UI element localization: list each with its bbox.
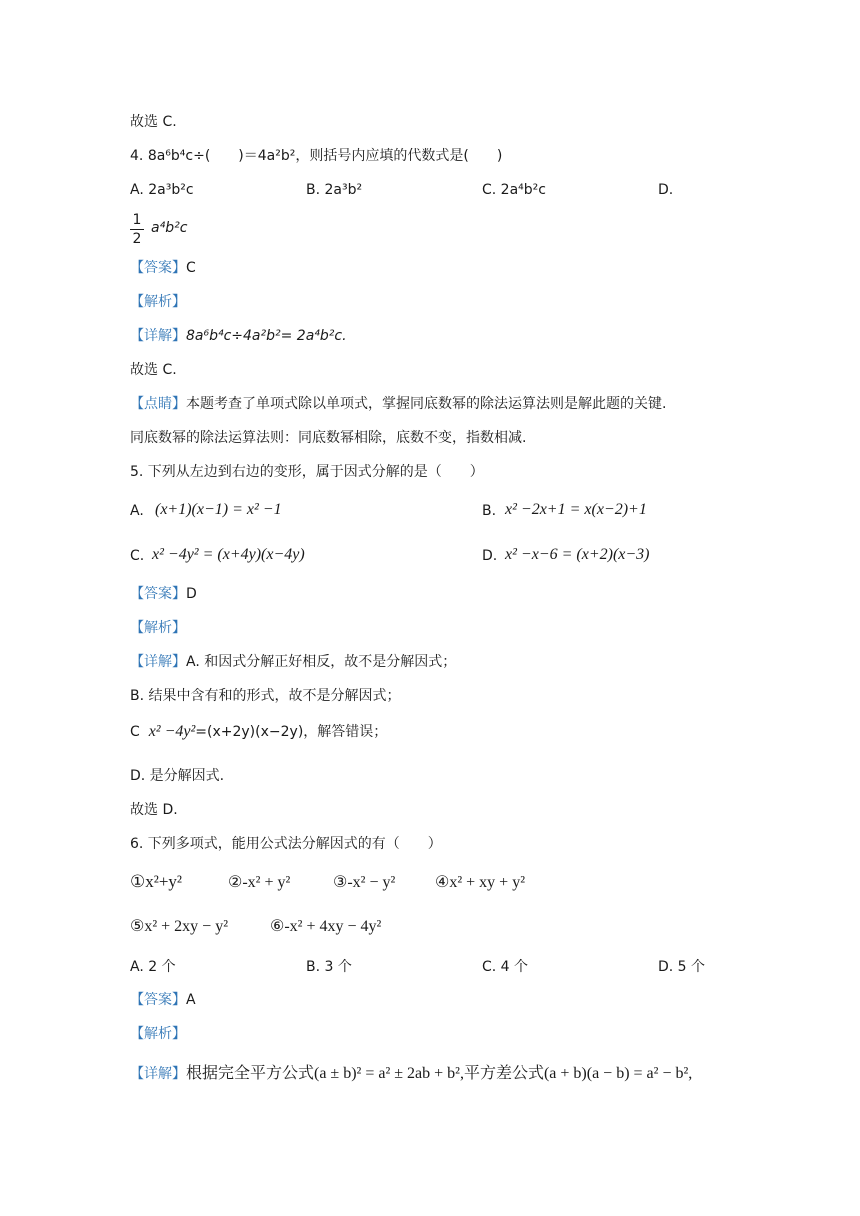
q6-item-1: ①x²+y² — [130, 872, 183, 891]
q6-item-4: ④x² + xy + y² — [435, 874, 525, 891]
q6-analysis-label: 【解析】 — [130, 1026, 186, 1042]
detail-text: =(x+2y)(x−2y)，解答错误； — [195, 724, 388, 740]
q6-option-c: C. 4 个 — [482, 959, 529, 975]
question-4-expr: 8a⁶b⁴c÷( )＝4a²b²，则括号内应填的代数式是( ) — [147, 148, 503, 164]
answer-value: C — [186, 260, 196, 276]
detail-label: 【详解】 — [130, 328, 186, 344]
question-6: 6. 下列多项式，能用公式法分解因式的有（ ） — [130, 836, 442, 852]
answer-label: 【答案】 — [130, 586, 186, 602]
q4-answer — [130, 258, 196, 278]
q5-choose: 故选 D. — [130, 802, 178, 818]
q6-detail — [130, 1064, 692, 1084]
fraction-bar — [130, 229, 144, 230]
q5-option-b-label: B. — [482, 503, 497, 519]
q4-option-b: B. 2a³b² — [306, 182, 363, 198]
q5-analysis-label: 【解析】 — [130, 620, 186, 636]
q4-choose: 故选 C. — [130, 362, 177, 378]
q6-answer — [130, 990, 196, 1010]
answer-label: 【答案】 — [130, 260, 186, 276]
q4-option-d: D. — [658, 182, 674, 198]
line-choose-c-top: 故选 C. — [130, 114, 177, 130]
q4-option-d-fraction — [130, 212, 144, 247]
q6-item-2: ②-x² + y² — [228, 874, 291, 891]
detail-text: 根据完全平方公式(a ± b)² = a² ± 2ab + b²,平方差公式(a + b)(a − b) = a² − b², — [186, 1065, 693, 1082]
q4-analysis-label: 【解析】 — [130, 294, 186, 310]
question-4-text: 4. — [130, 148, 144, 164]
answer-value: D — [186, 586, 197, 602]
q5-option-d: x² −x−6 = (x+2)(x−3) — [505, 546, 650, 563]
q4-option-c: C. 2a⁴b²c — [482, 182, 546, 198]
q5-detail-2: B. 结果中含有和的形式，故不是分解因式； — [130, 688, 401, 704]
q6-option-b: B. 3 个 — [306, 959, 352, 975]
q6-item-3: ③-x² − y² — [333, 874, 396, 891]
q4-comment-2: 同底数幂的除法运算法则：同底数幂相除，底数不变，指数相减. — [130, 430, 527, 446]
detail-label: 【详解】 — [130, 1066, 186, 1082]
detail-expr: x² −4y² — [148, 723, 196, 740]
q5-detail-3 — [130, 722, 387, 742]
detail-label: 【详解】 — [130, 654, 186, 670]
q5-option-a-label: A. — [130, 503, 144, 519]
answer-value: A — [186, 992, 196, 1008]
detail-text: A. 和因式分解正好相反，故不是分解因式； — [186, 654, 457, 670]
q4-detail — [130, 326, 347, 346]
q5-option-d-label: D. — [482, 548, 498, 564]
fraction-numerator: 1 — [132, 212, 142, 228]
q5-option-c-label: C. — [130, 548, 145, 564]
q5-option-b: x² −2x+1 = x(x−2)+1 — [505, 501, 647, 518]
comment-text: 本题考查了单项式除以单项式，掌握同底数幂的除法运算法则是解此题的关键. — [186, 396, 667, 412]
q5-option-a: (x+1)(x−1) = x² −1 — [155, 501, 282, 518]
answer-label: 【答案】 — [130, 992, 186, 1008]
q6-option-a: A. 2 个 — [130, 959, 176, 975]
fraction-denominator: 2 — [132, 231, 142, 247]
detail-label-c: C — [130, 724, 140, 740]
q4-option-d-rest: a⁴b²c — [151, 220, 188, 236]
q4-comment — [130, 394, 666, 414]
question-4 — [130, 146, 502, 166]
q5-answer — [130, 584, 197, 604]
q5-detail-4: D. 是分解因式. — [130, 768, 225, 784]
comment-label: 【点睛】 — [130, 396, 186, 412]
q5-detail-1 — [130, 652, 456, 672]
q4-option-a: A. 2a³b²c — [130, 182, 194, 198]
detail-text: 8a⁶b⁴c÷4a²b²= 2a⁴b²c. — [186, 328, 347, 344]
q6-item-6: ⑥-x² + 4xy − 4y² — [270, 918, 382, 935]
q5-option-c: x² −4y² = (x+4y)(x−4y) — [152, 546, 305, 563]
q6-option-d: D. 5 个 — [658, 959, 706, 975]
question-5: 5. 下列从左边到右边的变形，属于因式分解的是（ ） — [130, 464, 484, 480]
q6-item-5: ⑤x² + 2xy − y² — [130, 918, 228, 935]
